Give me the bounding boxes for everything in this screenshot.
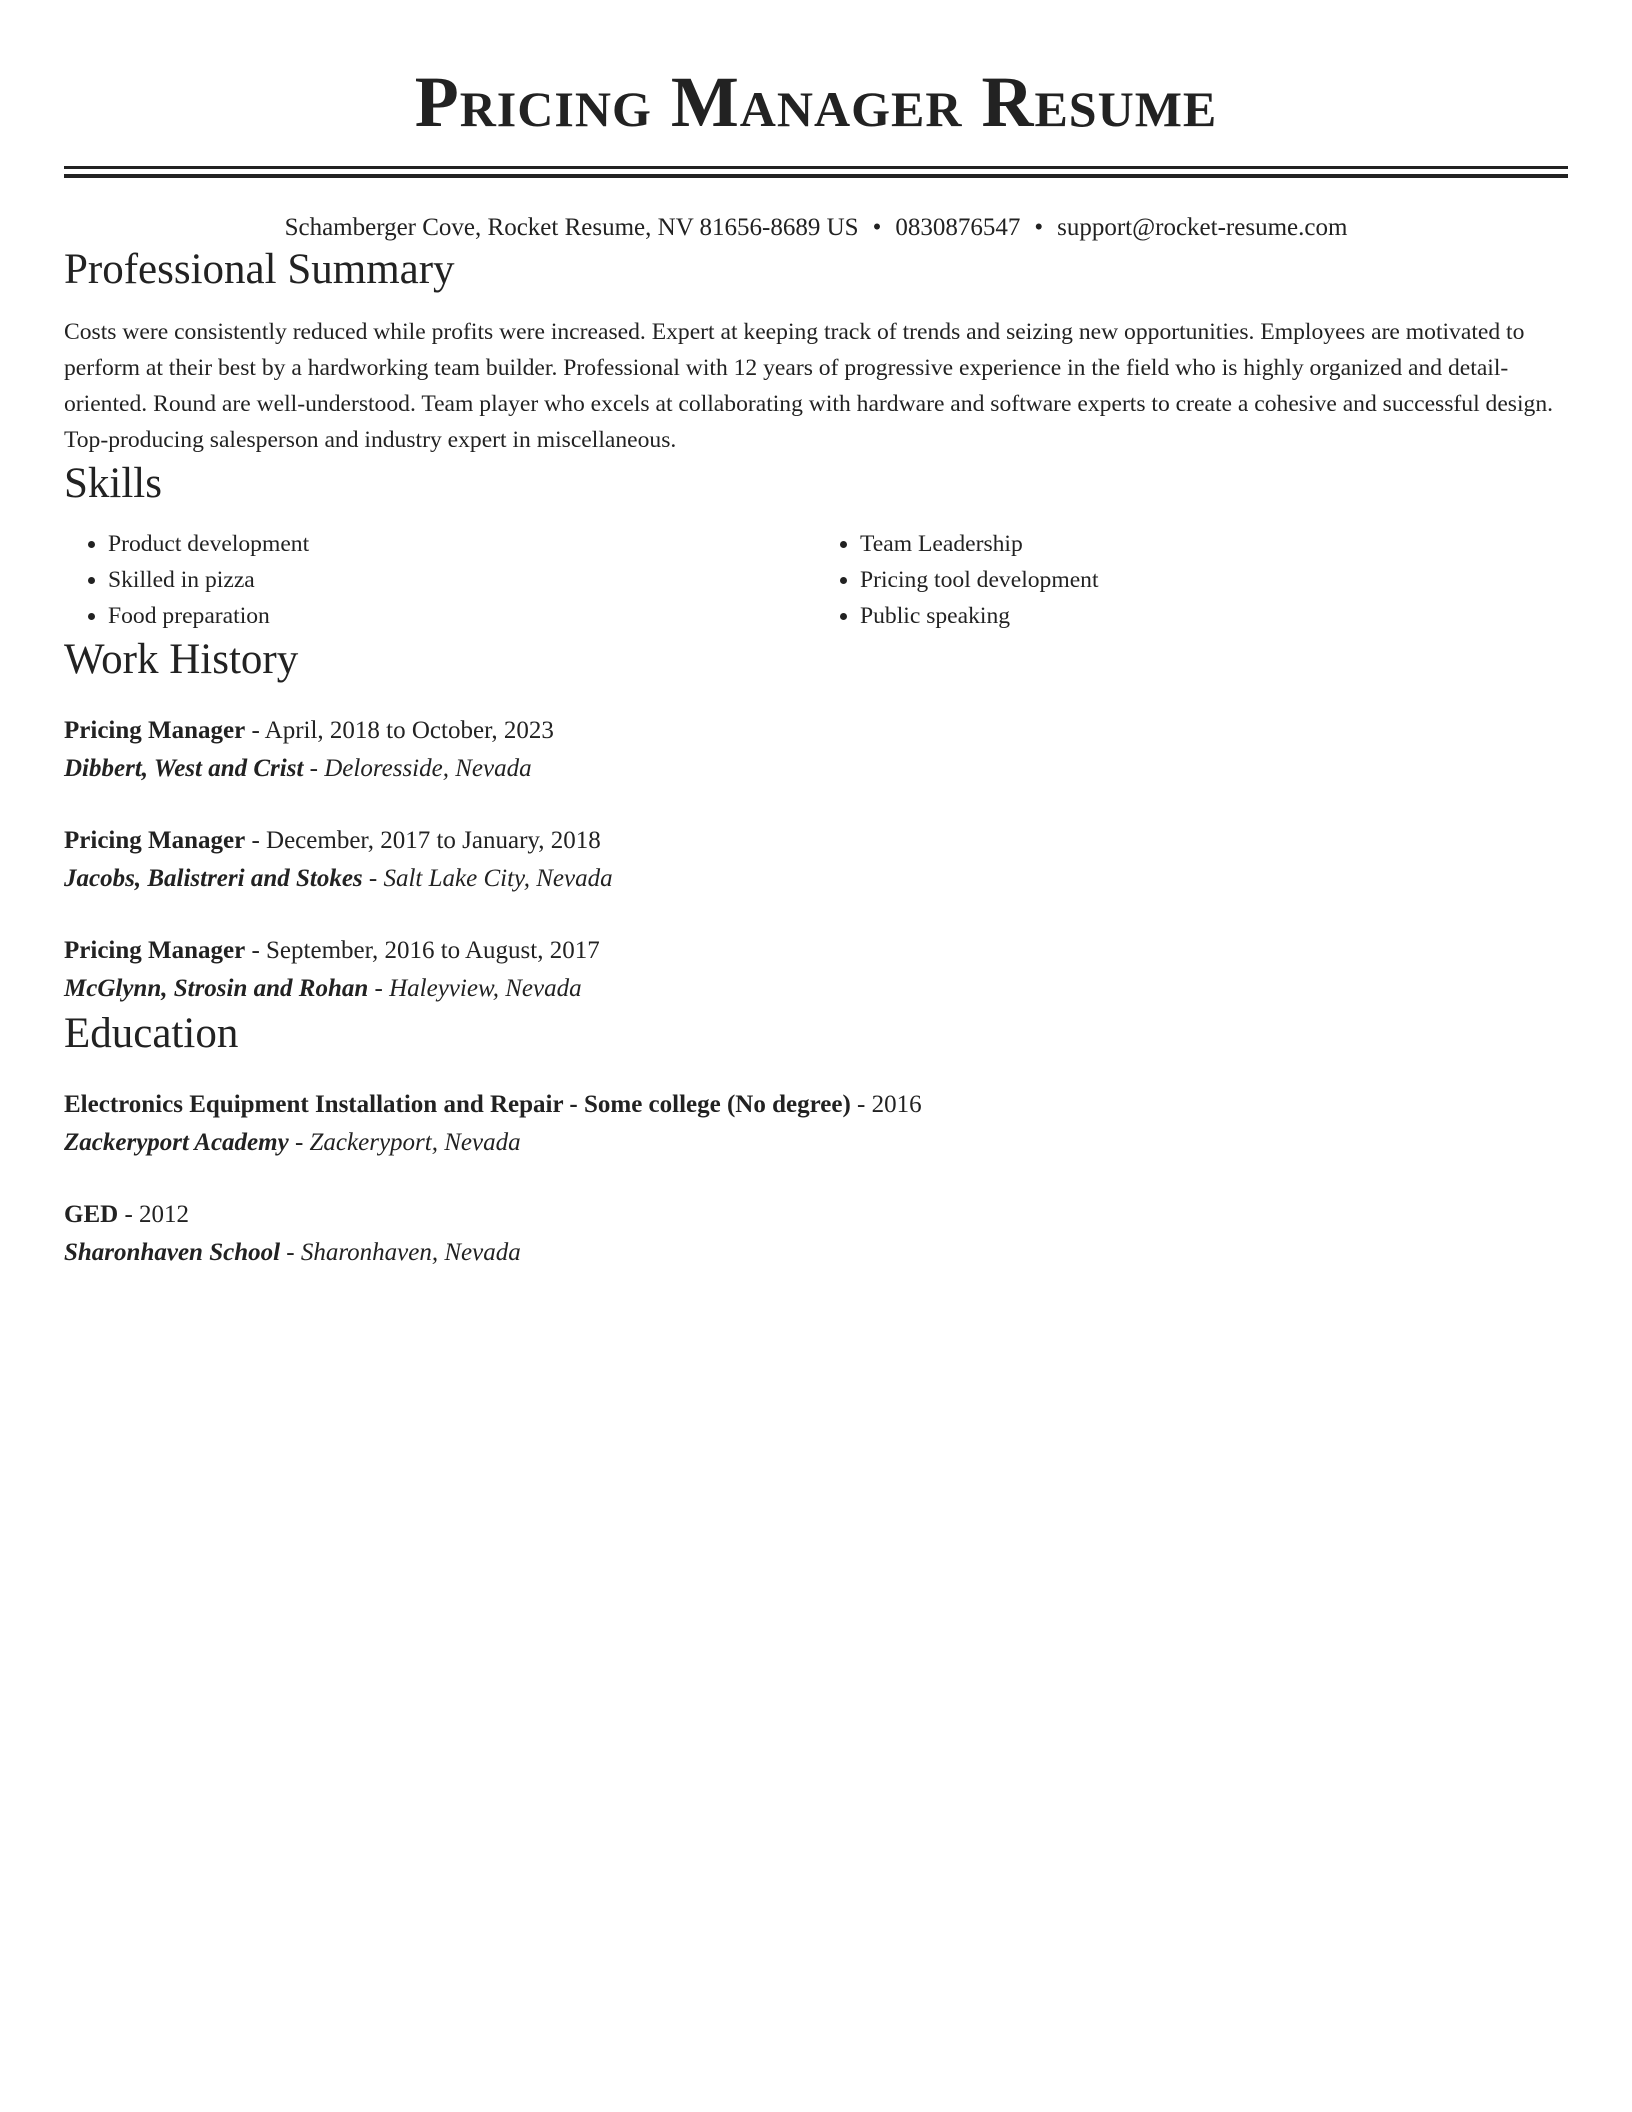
company-location: Deloresside, Nevada (324, 755, 532, 782)
work-entry (64, 712, 1568, 788)
job-dates: September, 2016 to August, 2017 (266, 937, 600, 964)
contact-separator: • (872, 214, 882, 241)
contact-separator: • (1034, 214, 1044, 241)
job-role: Pricing Manager (64, 717, 246, 744)
degree-name: Electronics Equipment Installation and Repair - Some college (No degree) (64, 1091, 851, 1118)
job-role: Pricing Manager (64, 827, 246, 854)
work-history-heading: Work History (64, 636, 299, 683)
skill-item: • Pricing tool development (860, 562, 1568, 598)
graduation-year: 2016 (871, 1091, 922, 1118)
dash: - (245, 937, 267, 964)
skill-item: • Team Leadership (860, 526, 1568, 562)
contact-line (64, 212, 1568, 244)
company-name: Dibbert, West and Crist (64, 755, 304, 782)
title-rule-bottom (64, 174, 1568, 178)
company-location: Haleyview, Nevada (389, 975, 582, 1002)
skills-column-right (816, 526, 1568, 634)
dash: - (362, 865, 384, 892)
dash: - (245, 717, 265, 744)
dash: - (288, 1129, 310, 1156)
summary-heading: Professional Summary (64, 246, 455, 293)
skill-item: • Skilled in pizza (108, 562, 816, 598)
graduation-year: 2012 (139, 1201, 190, 1228)
skill-item: • Food preparation (108, 598, 816, 634)
dash: - (368, 975, 390, 1002)
dash: - (118, 1201, 140, 1228)
company-location: Salt Lake City, Nevada (383, 865, 613, 892)
resume-title: Pricing Manager Resume (414, 62, 1218, 142)
skills-column-left (64, 526, 816, 634)
school-name: Sharonhaven School (64, 1239, 281, 1266)
company-name: Jacobs, Balistreri and Stokes (64, 865, 363, 892)
company-name: McGlynn, Strosin and Rohan (64, 975, 369, 1002)
education-entry (64, 1086, 1568, 1162)
skill-item: • Product development (108, 526, 816, 562)
school-location: Zackeryport, Nevada (309, 1129, 521, 1156)
job-dates: April, 2018 to October, 2023 (264, 717, 554, 744)
work-entry (64, 822, 1568, 898)
title-rule-top (64, 166, 1568, 169)
skill-item: • Public speaking (860, 598, 1568, 634)
dash: - (850, 1091, 872, 1118)
contact-address: Schamberger Cove, Rocket Resume, NV 81656-8689 US (284, 214, 859, 241)
dash: - (303, 755, 325, 782)
contact-email: support@rocket-resume.com (1057, 214, 1348, 241)
summary-text: Costs were consistently reduced while profits were increased. Expert at keeping track of trends and seizing new opportunities. Employees are motivated to perform at their best by a hardworking team builder. Professional with 12 years of progressive experience in the field who is highly organized and detail-oriented. Round are well-understood. Team player who excels at collaborating with hardware and software experts to create a cohesive and successful design. Top-producing salesperson and industry expert in miscellaneous. (64, 319, 1554, 453)
degree-name: GED (64, 1201, 119, 1228)
school-name: Zackeryport Academy (64, 1129, 289, 1156)
education-entry (64, 1196, 1568, 1272)
education-heading: Education (64, 1010, 239, 1057)
dash: - (245, 827, 267, 854)
dash: - (280, 1239, 301, 1266)
contact-phone: 0830876547 (895, 214, 1021, 241)
work-entry (64, 932, 1568, 1008)
skills-list (64, 526, 1568, 634)
school-location: Sharonhaven, Nevada (300, 1239, 521, 1266)
job-dates: December, 2017 to January, 2018 (266, 827, 601, 854)
job-role: Pricing Manager (64, 937, 246, 964)
skills-heading: Skills (64, 460, 162, 507)
